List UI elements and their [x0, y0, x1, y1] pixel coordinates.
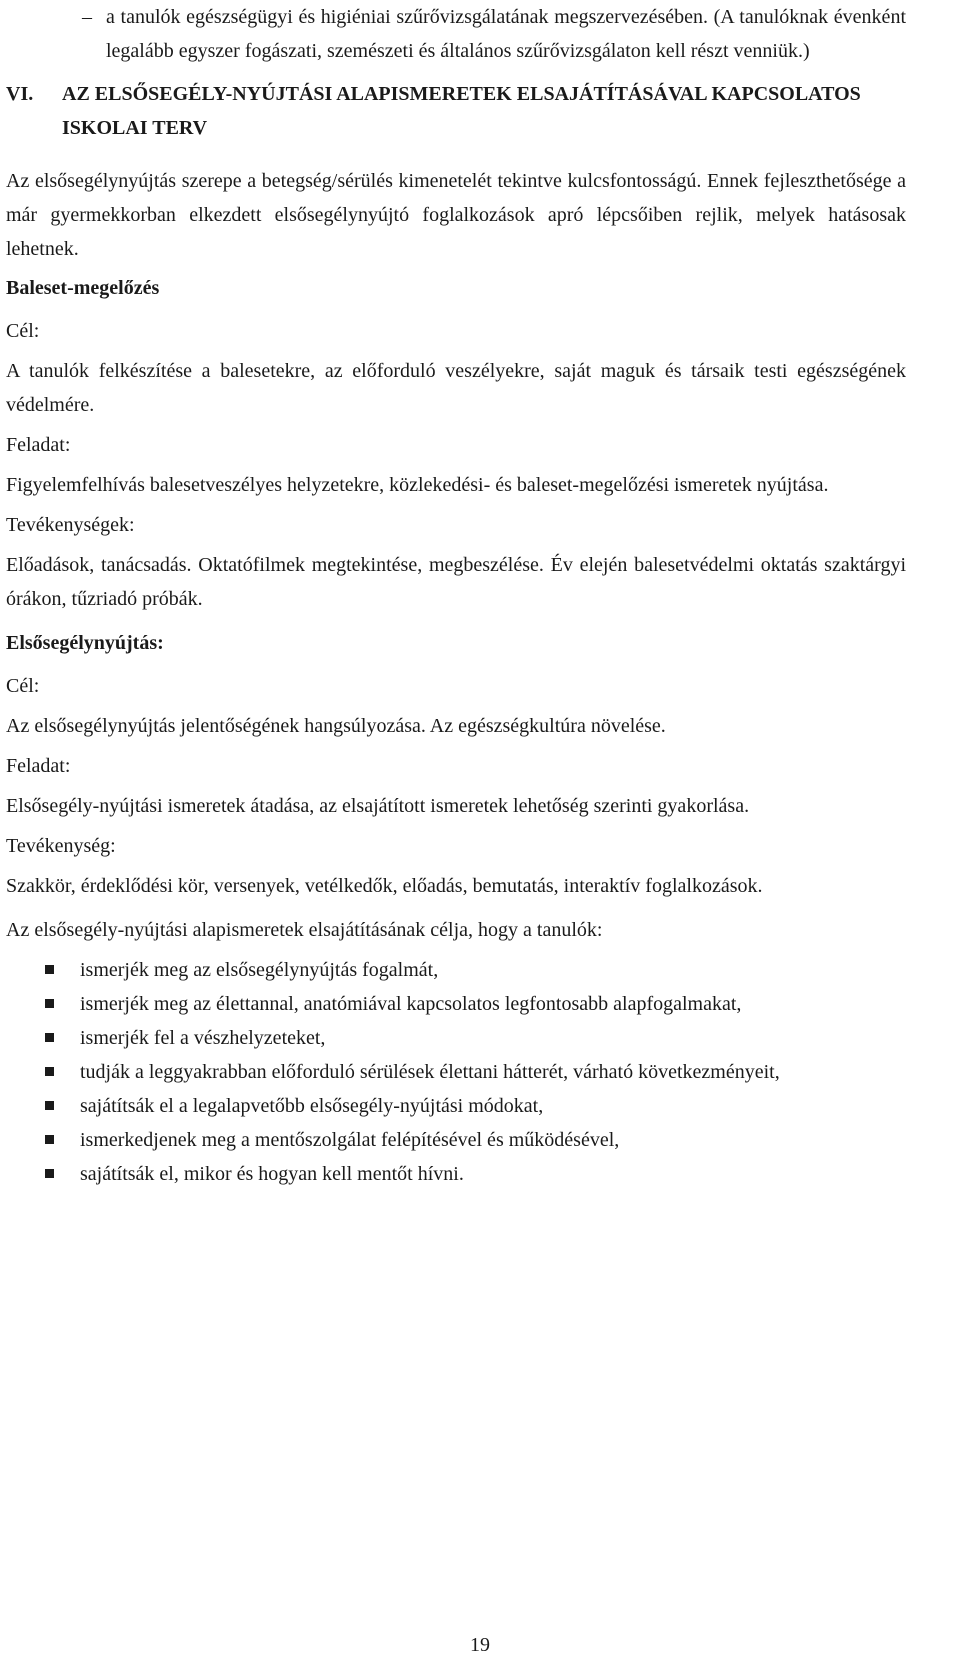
chapter-number: VI. [6, 83, 34, 105]
square-bullet-icon [45, 965, 54, 974]
list-item [6, 987, 906, 1021]
task-text: Elsősegély-nyújtási ismeretek átadása, az elsajátított ismeretek lehetőség szerinti gyakorlása. [6, 795, 750, 817]
square-bullet-icon [45, 1067, 54, 1076]
list-item-text: ismerjék fel a vészhelyzeteket, [80, 1027, 326, 1049]
list-item [6, 1021, 906, 1055]
chapter-heading [6, 77, 906, 145]
square-bullet-icon [45, 1033, 54, 1042]
list-item [6, 1157, 906, 1191]
task-text: Figyelemfelhívás balesetveszélyes helyzetekre, közlekedési- és baleset-megelőzési ismeretek nyújtása. [6, 474, 829, 496]
aims-list [6, 953, 906, 1191]
activity-text: Szakkör, érdeklődési kör, versenyek, vetélkedők, előadás, bemutatás, interaktív foglalkozások. [6, 875, 763, 897]
square-bullet-icon [45, 1169, 54, 1178]
goal-text: Az elsősegélynyújtás jelentőségének hangsúlyozása. Az egészségkultúra növelése. [6, 715, 666, 737]
square-bullet-icon [45, 1135, 54, 1144]
list-item [6, 1089, 906, 1123]
goal-text: A tanulók felkészítése a balesetekre, az előforduló veszélyekre, saját maguk és társaik testi egészségének védelmére. [6, 360, 906, 416]
list-item-text: ismerjék meg az elsősegélynyújtás fogalmát, [80, 959, 439, 981]
activity-label: Tevékenység: [6, 835, 116, 857]
dash-marker: – [82, 6, 92, 28]
list-item-text: ismerkedjenek meg a mentőszolgálat felépítésével és működésével, [80, 1129, 620, 1151]
list-item [6, 1055, 906, 1089]
goal-label: Cél: [6, 320, 40, 342]
list-item-text: sajátítsák el a legalapvetőbb elsősegély-nyújtási módokat, [80, 1095, 544, 1117]
section-heading-accident-prevention: Baleset-megelőzés [6, 277, 160, 299]
activity-label: Tevékenységek: [6, 514, 135, 536]
page-number: 19 [470, 1634, 490, 1656]
task-label: Feladat: [6, 755, 71, 777]
list-item-text: ismerjék meg az élettannal, anatómiával kapcsolatos legfontosabb alapfogalmakat, [80, 993, 742, 1015]
square-bullet-icon [45, 1101, 54, 1110]
chapter-title: AZ ELSŐSEGÉLY-NYÚJTÁSI ALAPISMERETEK ELSAJÁTÍTÁSÁVAL KAPCSOLATOS ISKOLAI TERV [62, 83, 861, 139]
top-list-item [6, 0, 906, 68]
list-item-text: sajátítsák el, mikor és hogyan kell mentőt hívni. [80, 1163, 464, 1185]
aims-intro: Az elsősegély-nyújtási alapismeretek elsajátításának célja, hogy a tanulók: [6, 919, 603, 941]
task-label: Feladat: [6, 434, 71, 456]
top-list-item-text: a tanulók egészségügyi és higiéniai szűrővizsgálatának megszervezésében. (A tanulóknak évenként legalább egyszer fogászati, szemészeti és általános szűrővizsgálaton kell részt venniük.) [106, 6, 906, 62]
list-item [6, 1123, 906, 1157]
goal-label: Cél: [6, 675, 40, 697]
list-item [6, 953, 906, 987]
square-bullet-icon [45, 999, 54, 1008]
section-heading-first-aid: Elsősegélynyújtás: [6, 632, 164, 654]
intro-paragraph: Az elsősegélynyújtás szerepe a betegség/sérülés kimenetelét tekintve kulcsfontosságú. Ennek fejleszthetősége a már gyermekkorban elkezdett elsősegélynyújtó foglalkozások apró lépcsőiben rejlik, melyek hatásosak lehetnek. [6, 170, 906, 260]
list-item-text: tudják a leggyakrabban előforduló sérülések élettani hátterét, várható következményeit, [80, 1061, 780, 1083]
activity-text: Előadások, tanácsadás. Oktatófilmek megtekintése, megbeszélése. Év elején balesetvédelmi oktatás szaktárgyi órákon, tűzriadó próbák. [6, 554, 906, 610]
document-page [6, 0, 906, 1191]
